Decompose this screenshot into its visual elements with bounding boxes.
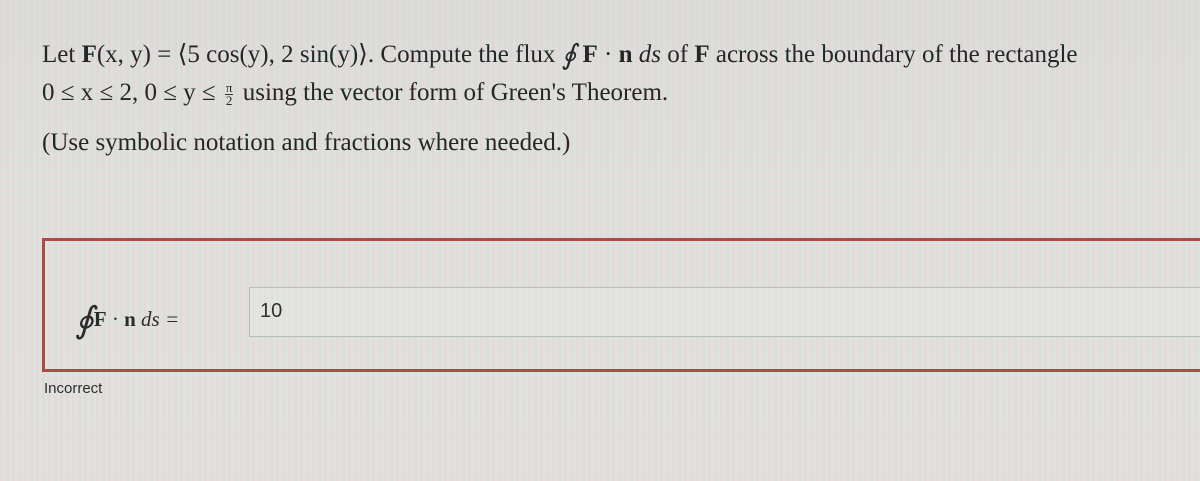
contour-integral-icon: ∮ [75, 300, 94, 340]
contour-integral-icon: ∮ [561, 40, 577, 71]
vector-F: F [694, 41, 710, 68]
fraction-denominator: 2 [225, 92, 233, 108]
problem-line-2 [42, 73, 1192, 112]
instruction-text: (Use symbolic notation and fractions where needed.) [42, 129, 571, 156]
problem-text: Let [42, 41, 82, 68]
vector-n: n [618, 41, 633, 68]
problem-text: across the boundary of the rectangle [709, 41, 1078, 68]
problem-line-1 [42, 34, 1192, 73]
vector-F: F [81, 41, 97, 68]
dot-operator: · [597, 41, 619, 68]
problem-text: (x, y) = ⟨5 cos(y), 2 sin(y)⟩. Compute the flux [96, 41, 562, 68]
fraction-numerator: π [225, 79, 233, 95]
answer-box [42, 238, 1200, 372]
vector-n: n [124, 307, 136, 331]
dot-operator: · [106, 307, 125, 331]
answer-input[interactable]: 10 [249, 287, 1200, 337]
problem-text: of [661, 41, 695, 68]
problem-text: using the vector form of Green's Theorem. [236, 79, 669, 106]
vector-F: F [93, 307, 107, 331]
answer-label [75, 293, 180, 340]
pi-over-2-fraction [225, 79, 234, 108]
bounds-text: 0 ≤ x ≤ 2, 0 ≤ y ≤ [42, 79, 222, 106]
status-incorrect: Incorrect [44, 380, 103, 397]
ds-equals-text: ds = [135, 307, 180, 331]
vector-F: F [582, 41, 598, 68]
problem-statement [42, 34, 1192, 112]
ds-text: ds [632, 41, 661, 68]
